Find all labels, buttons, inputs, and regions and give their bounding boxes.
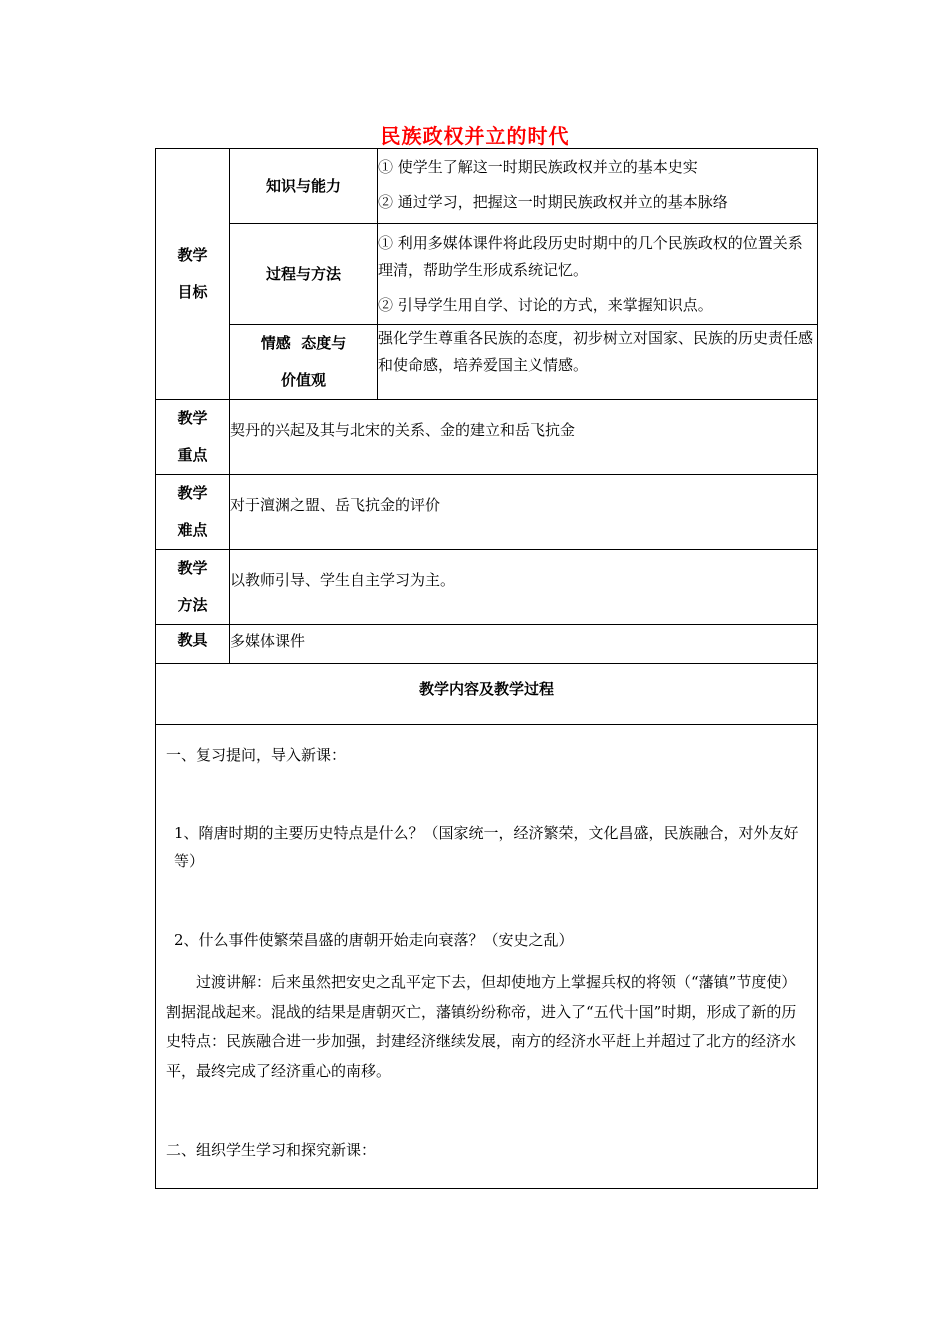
section-2-heading: 二、组织学生学习和探究新课： <box>166 1141 377 1159</box>
objective-row-process <box>156 224 818 325</box>
process-header-row <box>156 664 818 725</box>
tools-text: 多媒体课件 <box>230 625 818 664</box>
key-points-row <box>156 400 818 475</box>
process-content-row <box>156 725 818 1189</box>
process-method-label: 过程与方法 <box>230 224 378 325</box>
process-method-content <box>378 224 818 325</box>
tools-row <box>156 625 818 664</box>
difficulties-text: 对于澶渊之盟、岳飞抗金的评价 <box>230 475 818 550</box>
emotion-item-1: 强化学生尊重各民族的态度，初步树立对国家、民族的历史责任感和使命感，培养爱国主义情感。 <box>378 329 814 374</box>
section-1-heading: 一、复习提问，导入新课： <box>166 746 347 764</box>
method-row <box>156 550 818 625</box>
transition-paragraph: 过渡讲解：后来虽然把安史之乱平定下去，但却使地方上掌握兵权的将领（“藩镇”节度使）割据混战起来。混战的结果是唐朝灭亡，藩镇纷纷称帝，进入了“五代十国”时期，形成了新的历史特点：民族融合进一步加强，封建经济继续发展，南方的经济水平赶上并超过了北方的经济水平，最终完成了经济重心的南移。 <box>166 973 797 1080</box>
knowledge-ability-label: 知识与能力 <box>230 149 378 224</box>
tools-label: 教具 <box>156 625 230 664</box>
question-1: 1、隋唐时期的主要历史特点是什么？（国家统一，经济繁荣，文化昌盛，民族融合，对外友好等） <box>174 824 799 870</box>
method-label: 教学 方法 <box>156 550 230 625</box>
objective-row-knowledge <box>156 149 818 224</box>
process-content <box>156 725 818 1189</box>
method-text: 以教师引导、学生自主学习为主。 <box>230 550 818 625</box>
objectives-label-line1: 教学 <box>177 246 208 264</box>
difficulties-label: 教学 难点 <box>156 475 230 550</box>
knowledge-item-2: ② 通过学习，把握这一时期民族政权并立的基本脉络 <box>378 193 728 211</box>
document-title: 民族政权并立的时代 <box>380 124 570 148</box>
lesson-plan-table <box>155 148 818 1189</box>
process-item-1: ① 利用多媒体课件将此段历史时期中的几个民族政权的位置关系理清，帮助学生形成系统记忆。 <box>378 233 803 279</box>
question-2: 2、什么事件使繁荣昌盛的唐朝开始走向衰落？（安史之乱） <box>174 931 574 949</box>
difficulties-row <box>156 475 818 550</box>
emotion-values-content <box>378 325 818 400</box>
knowledge-ability-content <box>378 149 818 224</box>
key-points-label: 教学 重点 <box>156 400 230 475</box>
emotion-values-label: 情感 态度与 价值观 <box>230 325 378 400</box>
objectives-label-line2: 目标 <box>177 283 208 301</box>
key-points-text: 契丹的兴起及其与北宋的关系、金的建立和岳飞抗金 <box>230 400 818 475</box>
knowledge-item-1: ① 使学生了解这一时期民族政权并立的基本史实 <box>378 158 698 176</box>
process-header: 教学内容及教学过程 <box>156 664 818 725</box>
process-item-2: ② 引导学生用自学、讨论的方式，来掌握知识点。 <box>378 295 713 314</box>
objectives-label <box>156 149 230 400</box>
objective-row-emotion <box>156 325 818 400</box>
